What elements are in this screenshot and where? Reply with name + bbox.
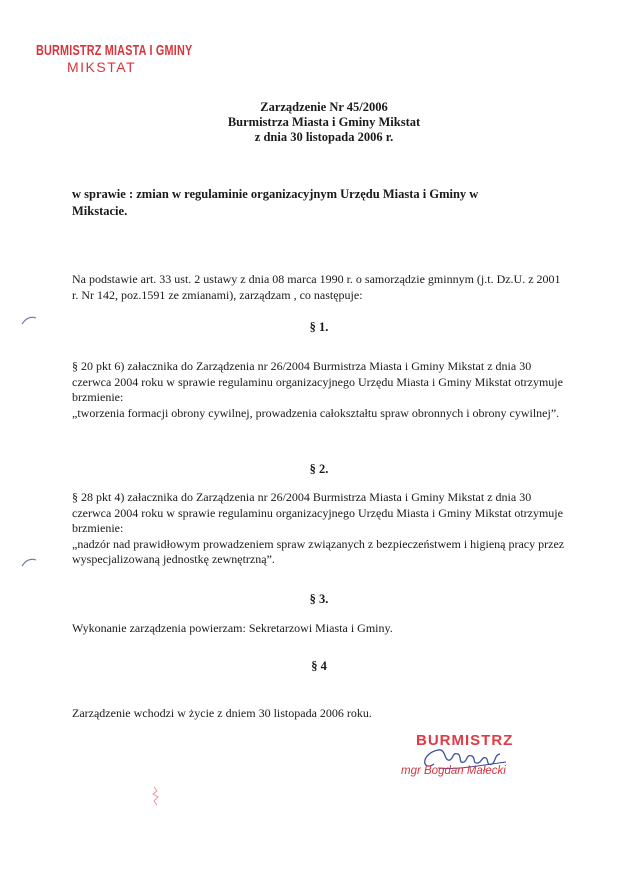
title-line-number: Zarządzenie Nr 45/2006 — [260, 100, 388, 114]
stamp-town-name: MIKSTAT — [67, 59, 137, 75]
section-1-quote: „tworzenia formacji obrony cywilnej, prowadzenia całokształtu spraw obronnych i obrony cywilnej”. — [72, 405, 560, 420]
section-1-intro: § 20 pkt 6) załacznika do Zarządzenia nr 26/2004 Burmistrza Miasta i Gminy Mikstat z dnia 30 czerwca 2004 roku w sprawie regulaminu organizacyjnego Urzędu Miasta i Gminy Mikstat otrzymuje brzmienie: — [72, 359, 563, 404]
section-2-quote: „nadzór nad prawidłowym prowadzeniem spraw związanych z bezpieczeństwem i higieną pracy przez wyspecjalizowaną jednostkę zewnętrzną”. — [72, 536, 565, 566]
stamp-office-name: BURMISTRZ MIASTA I GMINY — [36, 42, 193, 59]
title-line-date: z dnia 30 listopada 2006 r. — [254, 130, 394, 144]
title-line-issuer: Burmistrza Miasta i Gminy Mikstat — [227, 115, 421, 129]
section-1-body — [72, 359, 572, 421]
section-heading-3: § 3. — [309, 592, 329, 606]
signature-stamp-title: BURMISTRZ — [416, 732, 514, 749]
office-header-stamp — [36, 42, 236, 75]
section-4-text: Zarządzenie wchodzi w życie z dniem 30 listopada 2006 roku. — [72, 706, 372, 720]
section-heading-2: § 2. — [309, 462, 329, 476]
section-2-body — [72, 490, 572, 568]
punch-hole-mark-icon — [20, 556, 38, 568]
document-title — [0, 100, 638, 145]
section-2-intro: § 28 pkt 4) załacznika do Zarządzenia nr 26/2004 Burmistrza Miasta i Gminy Mikstat z dnia 30 czerwca 2004 roku w sprawie regulaminu organizacyjnego Urzędu Miasta i Gminy Mikstat otrzymuje brzmienie: — [72, 490, 563, 535]
ink-smudge-icon — [148, 785, 164, 807]
mayor-signature-stamp — [401, 732, 514, 777]
preamble: Na podstawie art. 33 ust. 2 ustawy z dnia 08 marca 1990 r. o samorządzie gminnym (j.t. Dz.U. z 2001 r. Nr 142, poz.1591 ze zmianami), zarządzam , co następuje: — [72, 272, 561, 302]
punch-hole-mark-icon — [20, 314, 38, 326]
section-heading-4: § 4 — [311, 659, 327, 673]
signature-stamp-name: mgr Bogdan Małecki — [401, 765, 506, 777]
document-subject: w sprawie : zmian w regulaminie organizacyjnym Urzędu Miasta i Gminy w Mikstacie. — [72, 187, 479, 218]
section-3-text: Wykonanie zarządzenia powierzam: Sekretarzowi Miasta i Gminy. — [72, 621, 393, 635]
section-heading-1: § 1. — [309, 320, 329, 334]
